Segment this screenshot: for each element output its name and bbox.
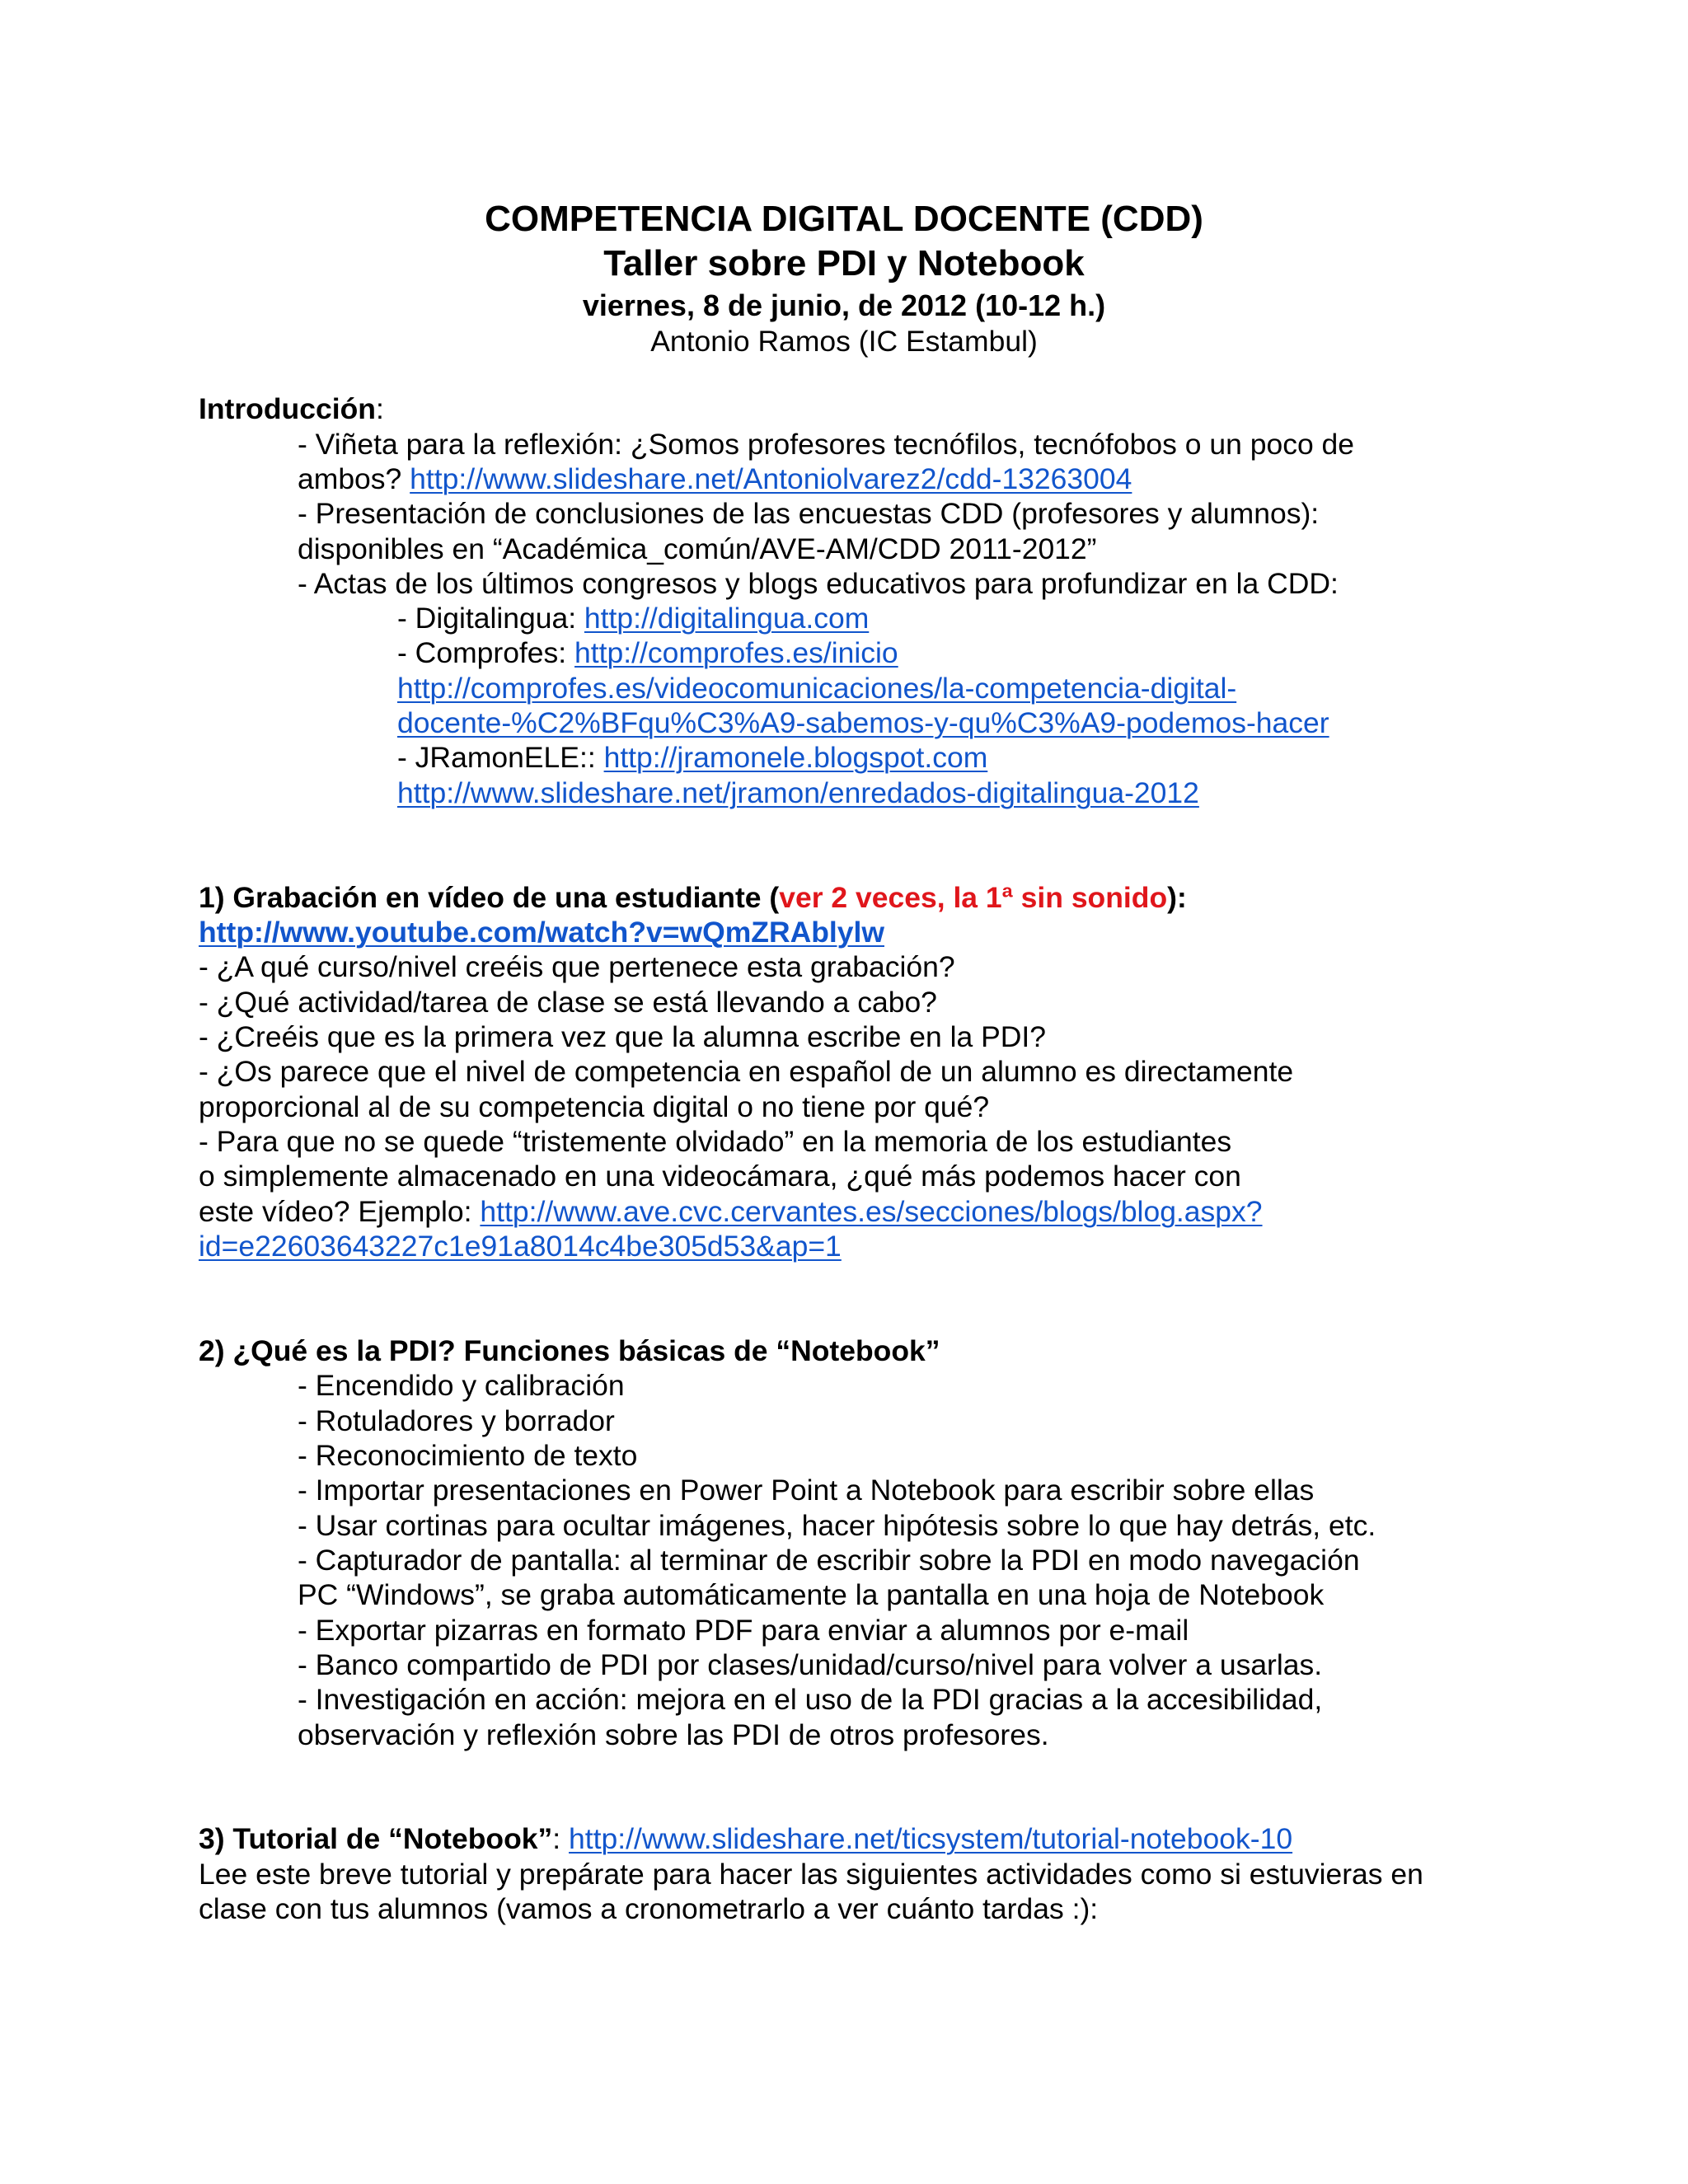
- section2-item: - Encendido y calibración: [298, 1369, 625, 1402]
- intro-item-2-cont: disponibles en “Académica_común/AVE-AM/CDD 2011-2012”: [298, 532, 1097, 565]
- document-author: Antonio Ramos (IC Estambul): [650, 325, 1038, 358]
- section1-question-4-cont: proporcional al de su competencia digital o no tiene por qué?: [199, 1090, 990, 1123]
- section1-question-3: - ¿Creéis que es la primera vez que la alumna escribe en la PDI?: [199, 1020, 1047, 1053]
- cervantes-blog-link[interactable]: http://www.ave.cvc.cervantes.es/secciones/blogs/blog.aspx?: [480, 1195, 1263, 1228]
- section2-item: - Reconocimiento de texto: [298, 1439, 638, 1472]
- section2-item: - Investigación en acción: mejora en el uso de la PDI gracias a la accesibilidad,: [298, 1683, 1323, 1716]
- section3-text-cont: clase con tus alumnos (vamos a cronometrarlo a ver cuánto tardas :):: [199, 1892, 1099, 1925]
- intro-item-1: - Viñeta para la reflexión: ¿Somos profesores tecnófilos, tecnófobos o un poco de: [298, 428, 1355, 461]
- comprofes-link[interactable]: http://comprofes.es/inicio: [574, 636, 898, 669]
- section2-item: - Usar cortinas para ocultar imágenes, hacer hipótesis sobre lo que hay detrás, etc.: [298, 1509, 1376, 1542]
- document-title: COMPETENCIA DIGITAL DOCENTE (CDD): [485, 199, 1203, 239]
- slideshare-cdd-link[interactable]: http://www.slideshare.net/Antoniolvarez2/cdd-13263004: [410, 462, 1132, 495]
- intro-sub-jramonele: - JRamonELE:: http://jramonele.blogspot.com: [397, 741, 988, 774]
- section1-question-5: - Para que no se quede “tristemente olvidado” en la memoria de los estudiantes: [199, 1125, 1232, 1158]
- section1-question-4: - ¿Os parece que el nivel de competencia en español de un alumno es directamente: [199, 1055, 1294, 1088]
- document-date: viernes, 8 de junio, de 2012 (10-12 h.): [582, 288, 1106, 322]
- jramon-slideshare-link[interactable]: http://www.slideshare.net/jramon/enredados-digitalingua-2012: [397, 776, 1199, 809]
- intro-sub-digitalingua: - Digitalingua: http://digitalingua.com: [397, 602, 870, 635]
- comprofes-article-link[interactable]: http://comprofes.es/videocomunicaciones/la-competencia-digital-: [397, 672, 1237, 705]
- section3-heading-line: 3) Tutorial de “Notebook”: http://www.slideshare.net/ticsystem/tutorial-notebook-10: [199, 1822, 1293, 1855]
- section2-item: - Banco compartido de PDI por clases/unidad/curso/nivel para volver a usarlas.: [298, 1648, 1323, 1681]
- intro-item-2: - Presentación de conclusiones de las encuestas CDD (profesores y alumnos):: [298, 497, 1320, 530]
- digitalingua-link[interactable]: http://digitalingua.com: [584, 602, 870, 635]
- section1-question-5-example: este vídeo? Ejemplo: http://www.ave.cvc.cervantes.es/secciones/blogs/blog.aspx?: [199, 1195, 1263, 1228]
- intro-heading: Introducción: [199, 392, 376, 425]
- tutorial-notebook-link[interactable]: http://www.slideshare.net/ticsystem/tutorial-notebook-10: [569, 1822, 1293, 1855]
- section1-question-2: - ¿Qué actividad/tarea de clase se está llevando a cabo?: [199, 986, 937, 1019]
- jramonele-link[interactable]: http://jramonele.blogspot.com: [603, 741, 988, 774]
- section3-text: Lee este breve tutorial y prepárate para hacer las siguientes actividades como si estuvieras en: [199, 1858, 1423, 1891]
- section2-item-cont: PC “Windows”, se graba automáticamente la pantalla en una hoja de Notebook: [298, 1578, 1325, 1611]
- comprofes-article-link-cont[interactable]: docente-%C2%BFqu%C3%A9-sabemos-y-qu%C3%A9-podemos-hacer: [397, 706, 1329, 739]
- section1-instruction: ver 2 veces, la 1ª sin sonido: [779, 881, 1168, 914]
- section2-item: - Rotuladores y borrador: [298, 1404, 615, 1437]
- section2-item: - Importar presentaciones en Power Point a Notebook para escribir sobre ellas: [298, 1474, 1315, 1507]
- section3-heading: 3) Tutorial de “Notebook”: [199, 1822, 553, 1855]
- section1-question-1: - ¿A qué curso/nivel creéis que pertenece esta grabación?: [199, 950, 955, 983]
- intro-item-1-cont: ambos? http://www.slideshare.net/Antoniolvarez2/cdd-13263004: [298, 462, 1132, 495]
- intro-heading-line: Introducción:: [199, 392, 384, 425]
- cervantes-blog-link-cont[interactable]: id=e22603643227c1e91a8014c4be305d53&ap=1: [199, 1230, 842, 1263]
- section2-item-cont: observación y reflexión sobre las PDI de otros profesores.: [298, 1718, 1049, 1751]
- intro-item-3: - Actas de los últimos congresos y blogs educativos para profundizar en la CDD:: [298, 567, 1339, 600]
- section1-heading: 1) Grabación en vídeo de una estudiante (ver 2 veces, la 1ª sin sonido):: [199, 881, 1187, 914]
- section2-item: - Exportar pizarras en formato PDF para enviar a alumnos por e-mail: [298, 1614, 1189, 1647]
- intro-sub-comprofes: - Comprofes: http://comprofes.es/inicio: [397, 636, 898, 669]
- section2-heading: 2) ¿Qué es la PDI? Funciones básicas de “Notebook”: [199, 1334, 940, 1367]
- section1-question-5-cont: o simplemente almacenado en una videocámara, ¿qué más podemos hacer con: [199, 1160, 1241, 1193]
- youtube-video-link[interactable]: http://www.youtube.com/watch?v=wQmZRAblylw: [199, 916, 884, 949]
- document-subtitle: Taller sobre PDI y Notebook: [603, 243, 1085, 284]
- section2-item: - Capturador de pantalla: al terminar de escribir sobre la PDI en modo navegación: [298, 1544, 1360, 1577]
